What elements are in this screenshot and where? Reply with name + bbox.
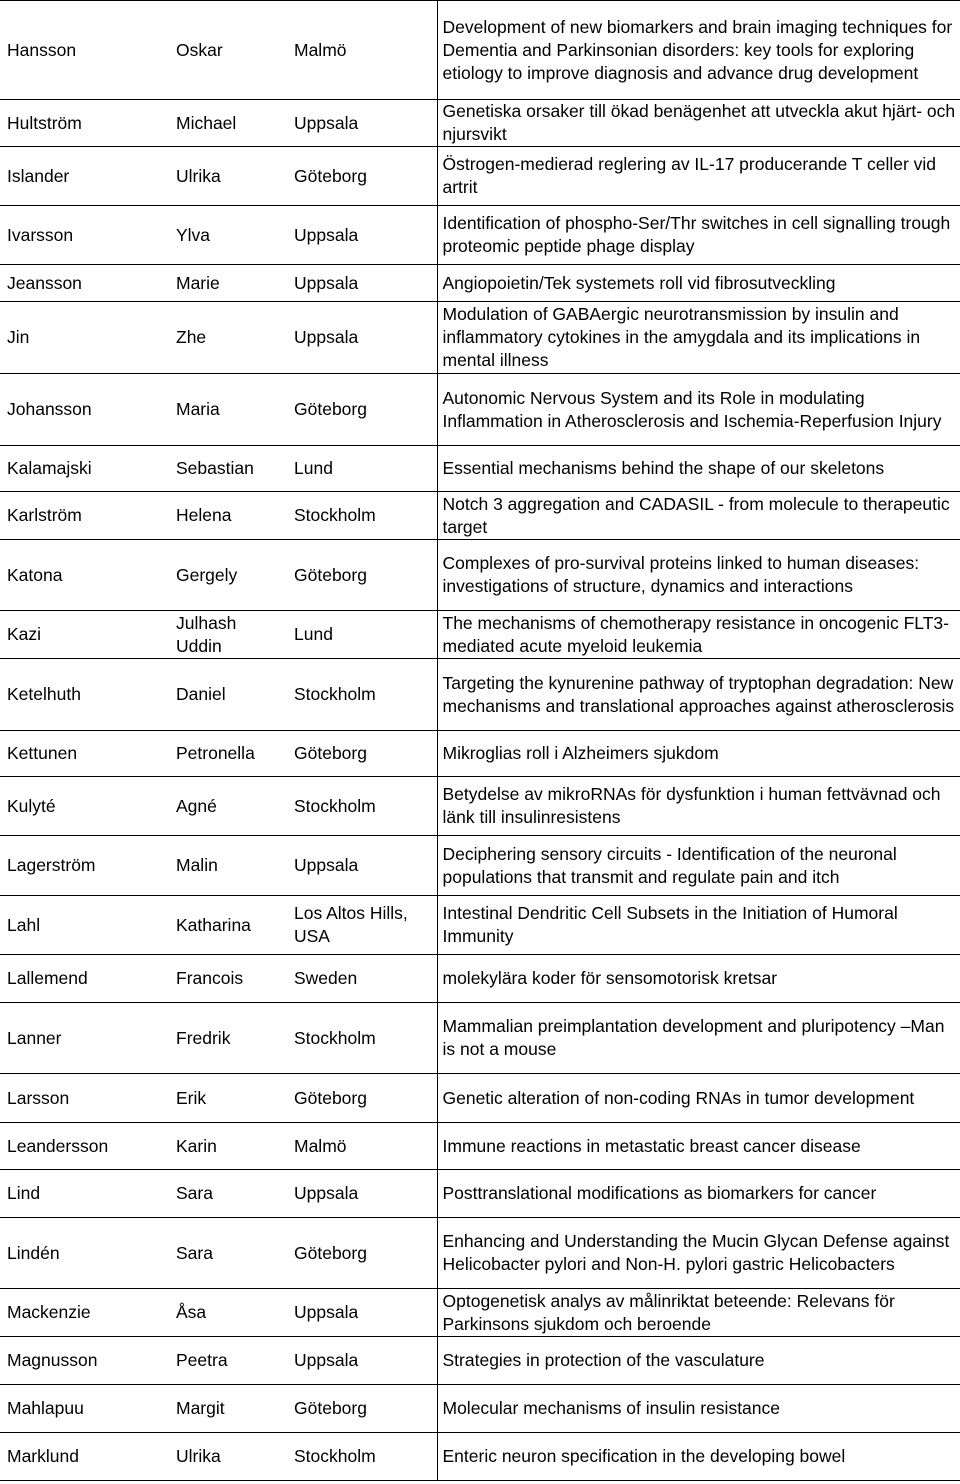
- table-row: [0, 302, 960, 374]
- first-name-cell: Marie: [170, 265, 288, 302]
- table-row: [0, 1385, 960, 1433]
- first-name-cell: Åsa: [170, 1289, 288, 1337]
- table-row: [0, 492, 960, 540]
- project-title-cell: Enteric neuron specification in the developing bowel: [437, 1433, 960, 1481]
- first-name-cell: Sara: [170, 1170, 288, 1218]
- table-row: [0, 896, 960, 955]
- first-name-cell: Zhe: [170, 302, 288, 374]
- city-cell: Stockholm: [288, 492, 437, 540]
- last-name-cell: Kazi: [0, 611, 170, 659]
- first-name-cell: Gergely: [170, 540, 288, 611]
- last-name-cell: Lahl: [0, 896, 170, 955]
- city-cell: Uppsala: [288, 1337, 437, 1385]
- project-title-cell: Essential mechanisms behind the shape of our skeletons: [437, 446, 960, 492]
- table-row: [0, 374, 960, 446]
- city-cell: Göteborg: [288, 540, 437, 611]
- first-name-cell: Agné: [170, 777, 288, 836]
- last-name-cell: Katona: [0, 540, 170, 611]
- city-cell: Uppsala: [288, 836, 437, 896]
- project-title-cell: Molecular mechanisms of insulin resistance: [437, 1385, 960, 1433]
- table-row: [0, 1123, 960, 1170]
- last-name-cell: Lanner: [0, 1003, 170, 1074]
- city-cell: Stockholm: [288, 659, 437, 731]
- first-name-cell: Daniel: [170, 659, 288, 731]
- table-row: [0, 731, 960, 777]
- project-title-cell: Autonomic Nervous System and its Role in modulating Inflammation in Atherosclerosis and Ischemia-Reperfusion Injury: [437, 374, 960, 446]
- last-name-cell: Lind: [0, 1170, 170, 1218]
- project-title-cell: Genetiska orsaker till ökad benägenhet att utveckla akut hjärt- och njursvikt: [437, 100, 960, 147]
- table-row: [0, 206, 960, 265]
- project-title-cell: Notch 3 aggregation and CADASIL - from molecule to therapeutic target: [437, 492, 960, 540]
- first-name-cell: Petronella: [170, 731, 288, 777]
- last-name-cell: Jin: [0, 302, 170, 374]
- last-name-cell: Marklund: [0, 1433, 170, 1481]
- project-title-cell: Östrogen-medierad reglering av IL-17 producerande T celler vid artrit: [437, 147, 960, 206]
- table-row: [0, 659, 960, 731]
- first-name-cell: Ylva: [170, 206, 288, 265]
- project-title-cell: Modulation of GABAergic neurotransmission by insulin and inflammatory cytokines in the amygdala and its implications in mental illness: [437, 302, 960, 374]
- project-title-cell: Complexes of pro-survival proteins linked to human diseases: investigations of structure, dynamics and interactions: [437, 540, 960, 611]
- last-name-cell: Kettunen: [0, 731, 170, 777]
- project-title-cell: Strategies in protection of the vasculature: [437, 1337, 960, 1385]
- first-name-cell: Erik: [170, 1074, 288, 1123]
- first-name-cell: Ulrika: [170, 147, 288, 206]
- city-cell: Lund: [288, 611, 437, 659]
- table-row: [0, 147, 960, 206]
- city-cell: Göteborg: [288, 147, 437, 206]
- city-cell: Lund: [288, 446, 437, 492]
- first-name-cell: Fredrik: [170, 1003, 288, 1074]
- table-row: [0, 1074, 960, 1123]
- last-name-cell: Islander: [0, 147, 170, 206]
- first-name-cell: Francois: [170, 955, 288, 1003]
- city-cell: Stockholm: [288, 1003, 437, 1074]
- project-title-cell: Genetic alteration of non-coding RNAs in tumor development: [437, 1074, 960, 1123]
- city-cell: Göteborg: [288, 374, 437, 446]
- first-name-cell: Sara: [170, 1218, 288, 1289]
- last-name-cell: Magnusson: [0, 1337, 170, 1385]
- first-name-cell: Karin: [170, 1123, 288, 1170]
- project-title-cell: Intestinal Dendritic Cell Subsets in the Initiation of Humoral Immunity: [437, 896, 960, 955]
- project-title-cell: Identification of phospho-Ser/Thr switches in cell signalling trough proteomic peptide phage display: [437, 206, 960, 265]
- project-title-cell: Immune reactions in metastatic breast cancer disease: [437, 1123, 960, 1170]
- city-cell: Uppsala: [288, 265, 437, 302]
- table-row: [0, 611, 960, 659]
- last-name-cell: Larsson: [0, 1074, 170, 1123]
- city-cell: Uppsala: [288, 1289, 437, 1337]
- first-name-cell: Katharina: [170, 896, 288, 955]
- first-name-cell: Julhash Uddin: [170, 611, 288, 659]
- city-cell: Göteborg: [288, 731, 437, 777]
- project-title-cell: Mammalian preimplantation development and pluripotency –Man is not a mouse: [437, 1003, 960, 1074]
- last-name-cell: Leandersson: [0, 1123, 170, 1170]
- table-row: [0, 1433, 960, 1481]
- project-title-cell: Posttranslational modifications as biomarkers for cancer: [437, 1170, 960, 1218]
- project-title-cell: Deciphering sensory circuits - Identification of the neuronal populations that transmit and regulate pain and itch: [437, 836, 960, 896]
- table-row: [0, 777, 960, 836]
- city-cell: Los Altos Hills, USA: [288, 896, 437, 955]
- city-cell: Uppsala: [288, 100, 437, 147]
- first-name-cell: Peetra: [170, 1337, 288, 1385]
- project-title-cell: The mechanisms of chemotherapy resistance in oncogenic FLT3-mediated acute myeloid leukemia: [437, 611, 960, 659]
- last-name-cell: Jeansson: [0, 265, 170, 302]
- city-cell: Uppsala: [288, 206, 437, 265]
- last-name-cell: Lindén: [0, 1218, 170, 1289]
- city-cell: Stockholm: [288, 1433, 437, 1481]
- table-row: [0, 540, 960, 611]
- city-cell: Malmö: [288, 1123, 437, 1170]
- first-name-cell: Michael: [170, 100, 288, 147]
- first-name-cell: Sebastian: [170, 446, 288, 492]
- last-name-cell: Kalamajski: [0, 446, 170, 492]
- project-title-cell: Betydelse av mikroRNAs för dysfunktion i human fettvävnad och länk till insulinresistens: [437, 777, 960, 836]
- table-row: [0, 1, 960, 100]
- project-title-cell: Optogenetisk analys av målinriktat beteende: Relevans för Parkinsons sjukdom och beroende: [437, 1289, 960, 1337]
- first-name-cell: Margit: [170, 1385, 288, 1433]
- last-name-cell: Ketelhuth: [0, 659, 170, 731]
- project-title-cell: Mikroglias roll i Alzheimers sjukdom: [437, 731, 960, 777]
- project-title-cell: Development of new biomarkers and brain imaging techniques for Dementia and Parkinsonian disorders: key tools for exploring etiology to improve diagnosis and advance drug development: [437, 1, 960, 100]
- last-name-cell: Hansson: [0, 1, 170, 100]
- table-row: [0, 265, 960, 302]
- table-row: [0, 1218, 960, 1289]
- city-cell: Göteborg: [288, 1074, 437, 1123]
- city-cell: Sweden: [288, 955, 437, 1003]
- first-name-cell: Oskar: [170, 1, 288, 100]
- city-cell: Stockholm: [288, 777, 437, 836]
- first-name-cell: Malin: [170, 836, 288, 896]
- first-name-cell: Maria: [170, 374, 288, 446]
- table-row: [0, 836, 960, 896]
- city-cell: Uppsala: [288, 1170, 437, 1218]
- table-row: [0, 100, 960, 147]
- city-cell: Uppsala: [288, 302, 437, 374]
- table-row: [0, 1170, 960, 1218]
- last-name-cell: Mackenzie: [0, 1289, 170, 1337]
- last-name-cell: Karlström: [0, 492, 170, 540]
- project-title-cell: molekylära koder för sensomotorisk kretsar: [437, 955, 960, 1003]
- city-cell: Göteborg: [288, 1385, 437, 1433]
- last-name-cell: Lallemend: [0, 955, 170, 1003]
- grant-table-body: [0, 1, 960, 1481]
- last-name-cell: Lagerström: [0, 836, 170, 896]
- table-row: [0, 1289, 960, 1337]
- last-name-cell: Kulyté: [0, 777, 170, 836]
- last-name-cell: Mahlapuu: [0, 1385, 170, 1433]
- last-name-cell: Hultström: [0, 100, 170, 147]
- last-name-cell: Ivarsson: [0, 206, 170, 265]
- first-name-cell: Ulrika: [170, 1433, 288, 1481]
- project-title-cell: Enhancing and Understanding the Mucin Glycan Defense against Helicobacter pylori and Non-H. pylori gastric Helicobacters: [437, 1218, 960, 1289]
- project-title-cell: Angiopoietin/Tek systemets roll vid fibrosutveckling: [437, 265, 960, 302]
- last-name-cell: Johansson: [0, 374, 170, 446]
- city-cell: Malmö: [288, 1, 437, 100]
- table-row: [0, 1003, 960, 1074]
- table-row: [0, 955, 960, 1003]
- first-name-cell: Helena: [170, 492, 288, 540]
- table-row: [0, 446, 960, 492]
- project-title-cell: Targeting the kynurenine pathway of tryptophan degradation: New mechanisms and translational approaches against atherosclerosis: [437, 659, 960, 731]
- table-row: [0, 1337, 960, 1385]
- city-cell: Göteborg: [288, 1218, 437, 1289]
